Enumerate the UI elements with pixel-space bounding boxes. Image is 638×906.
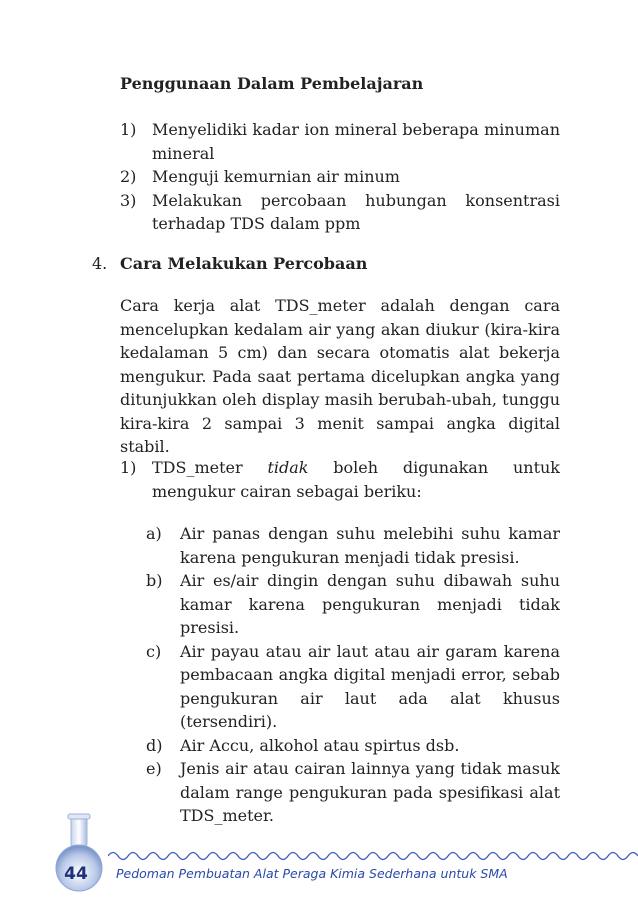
section-heading: Penggunaan Dalam Pembelajaran <box>120 74 424 93</box>
list-item <box>146 734 560 758</box>
liquids-list <box>146 522 560 828</box>
uses-list <box>120 118 560 236</box>
procedure-heading: Cara Melakukan Percobaan <box>120 254 368 273</box>
procedure-paragraph: Cara kerja alat TDS_meter adalah dengan cara mencelupkan kedalam air yang akan diukur (kira-kira kedalaman 5 cm) dan secara otomatis alat bekerja mengukur. Pada saat pertama dicelupkan angka yang ditunjukkan oleh display masih berubah-ubah, tunggu kira-kira 2 sampai 3 menit sampai angka digital stabil. <box>120 296 560 456</box>
list-text: Air payau atau air laut atau air garam karena pembacaan angka digital menjadi error, sebab pengukuran air laut ada alat khusus (tersendiri). <box>180 641 560 731</box>
restriction-suffix: boleh digunakan untuk mengukur cairan sebagai beriku: <box>152 458 560 501</box>
list-number: 1) <box>120 120 137 139</box>
list-letter: c) <box>146 641 162 661</box>
list-number: 3) <box>120 190 137 210</box>
list-letter: b) <box>146 571 163 590</box>
list-text: Menyelidiki kadar ion mineral beberapa minuman mineral <box>152 120 560 163</box>
list-letter: a) <box>146 524 162 543</box>
list-text: Melakukan percobaan hubungan konsentrasi terhadap TDS dalam ppm <box>152 190 560 233</box>
book-title: Pedoman Pembuatan Alat Peraga Kimia Sederhana untuk SMA <box>116 866 508 881</box>
list-text: Jenis air atau cairan lainnya yang tidak masuk dalam range pengukuran pada spesifikasi alat TDS_meter. <box>180 759 560 825</box>
footer-wave-divider <box>108 848 638 864</box>
list-item <box>120 165 560 189</box>
restriction-item <box>120 456 560 503</box>
page-number: 44 <box>64 864 88 884</box>
list-item <box>146 569 560 640</box>
list-item <box>146 522 560 569</box>
procedure-number: 4. <box>92 254 108 273</box>
list-letter: d) <box>146 735 163 755</box>
list-text: Air Accu, alkohol atau spirtus dsb. <box>180 735 460 755</box>
list-text: Air es/air dingin dengan suhu dibawah suhu kamar karena pengukuran menjadi tidak presisi. <box>180 571 560 637</box>
list-text: Air panas dengan suhu melebihi suhu kamar karena pengukuran menjadi tidak presisi. <box>180 524 560 567</box>
procedure-heading-row <box>92 252 562 276</box>
restriction-prefix: TDS_meter <box>152 458 268 477</box>
restriction-emphasis: tidak <box>267 458 309 477</box>
list-item <box>120 118 560 165</box>
list-text: Menguji kemurnian air minum <box>152 167 400 186</box>
list-item <box>146 757 560 828</box>
list-item <box>120 189 560 236</box>
list-number: 2) <box>120 167 137 186</box>
restriction-number: 1) <box>120 458 137 477</box>
list-letter: e) <box>146 759 162 778</box>
list-item <box>146 640 560 734</box>
